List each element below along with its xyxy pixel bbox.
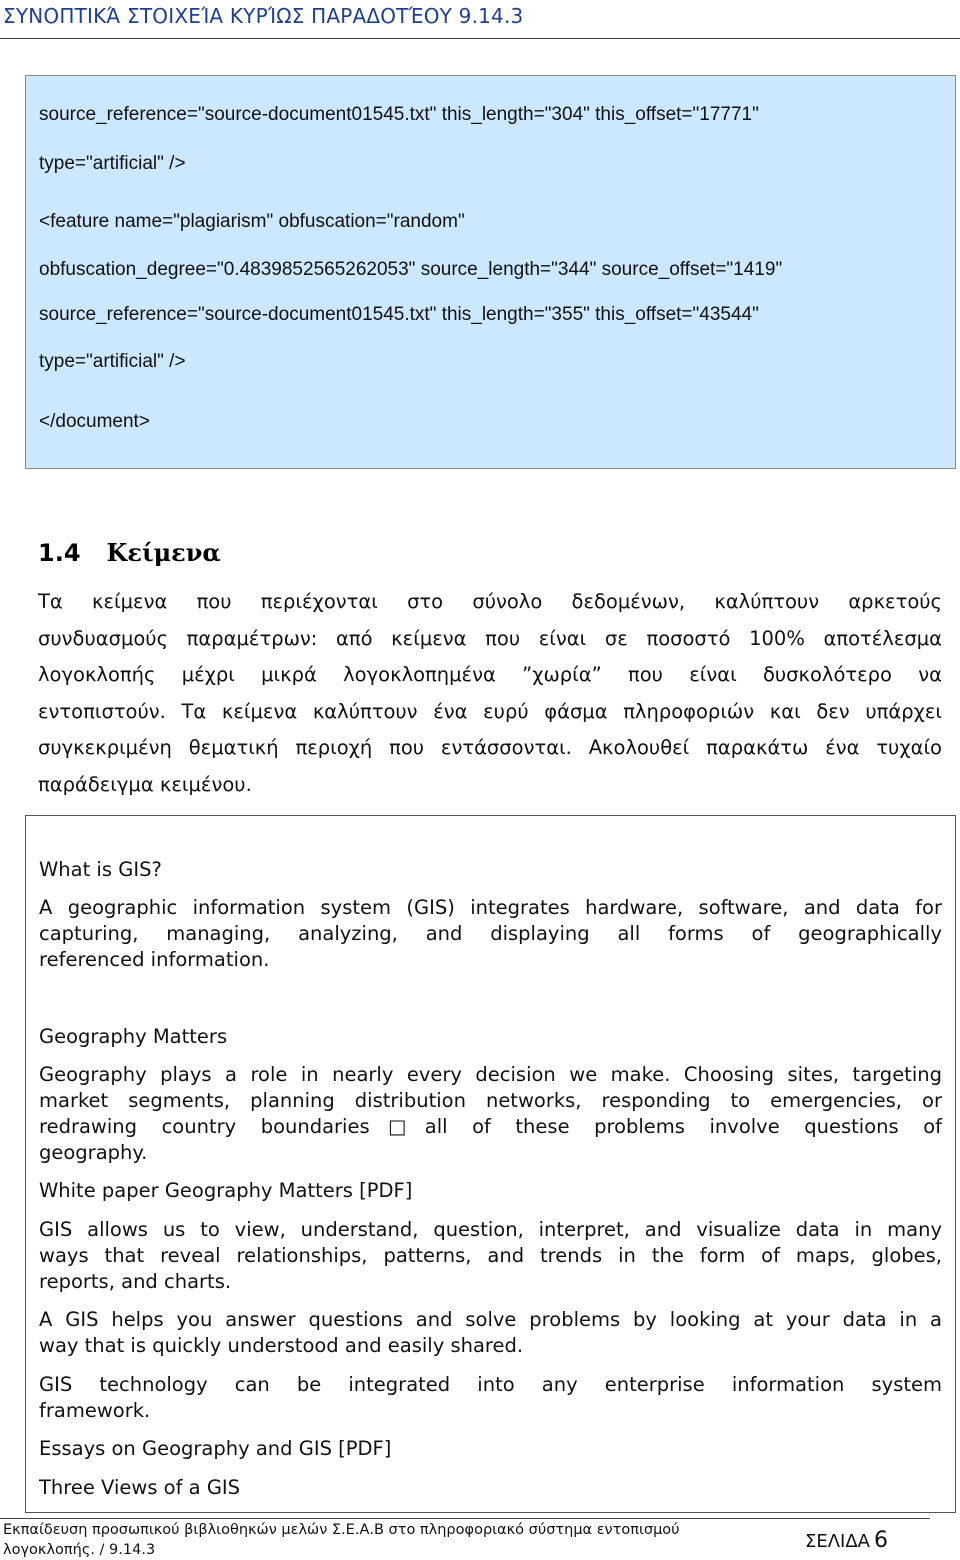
paragraph-line: GIS technology can be integrated into any enterprise information system: [39, 1373, 942, 1396]
code-line: obfuscation_degree="0.4839852565262053" source_length="344" source_offset="1419": [39, 259, 783, 280]
code-line: type="artificial" />: [39, 351, 186, 372]
paragraph-line: ways that reveal relationships, patterns, and trends in the form of maps, globes,: [39, 1244, 942, 1267]
footer-text: [3, 1520, 763, 1560]
paragraph-line: παράδειγμα κειμένου.: [38, 772, 252, 796]
paragraph-line: market segments, planning distribution networks, responding to emergencies, or: [39, 1089, 942, 1112]
code-line: type="artificial" />: [39, 153, 186, 174]
section-heading: [38, 538, 221, 567]
sample-heading: Geography Matters: [39, 1025, 228, 1048]
section-paragraph: [38, 590, 942, 809]
paragraph-line: A GIS helps you answer questions and solve problems by looking at your data in a: [39, 1308, 942, 1331]
sample-heading: What is GIS?: [39, 858, 162, 881]
code-line: <feature name="plagiarism" obfuscation="random": [39, 211, 465, 232]
xml-code-box: [25, 75, 956, 469]
paragraph-line: geography.: [39, 1141, 148, 1164]
sample-paragraph: [39, 1307, 942, 1359]
paragraph-line: capturing, managing, analyzing, and displaying all forms of geographically: [39, 922, 942, 945]
paragraph-line: συγκεκριμένη θεματική περιοχή που εντάσσονται. Ακολουθεί παρακάτω ένα τυχαίο: [38, 736, 942, 759]
code-line: </document>: [39, 411, 150, 432]
header-title: ΣΥΝΟΠΤΙΚΆ ΣΤΟΙΧΕΊΑ ΚΥΡΊΩΣ ΠΑΡΑΔΟΤΈΟΥ 9.14.3: [3, 4, 524, 28]
paragraph-line: εντοπιστούν. Τα κείμενα καλύπτουν ένα ευρύ φάσμα πληροφοριών και δεν υπάρχει: [38, 699, 942, 723]
page-number: [805, 1528, 888, 1553]
footer-rule: [0, 1518, 930, 1519]
paragraph-line: λογοκλοπής μέχρι μικρά λογοκλοπημένα ”χωρία” που είναι δυσκολότερο να: [38, 663, 942, 686]
paragraph-line: reports, and charts.: [39, 1270, 232, 1293]
page-label: ΣΕΛΙΔΑ: [805, 1531, 870, 1552]
page-header: [0, 0, 960, 40]
paragraph-line: συνδυασμούς παραμέτρων: από κείμενα που είναι σε ποσοστό 100% αποτέλεσμα: [38, 626, 942, 650]
sample-text-box: [25, 815, 956, 1513]
paragraph-line: framework.: [39, 1399, 151, 1422]
sample-paragraph: [39, 1062, 942, 1166]
paragraph-line: Τα κείμενα που περιέχονται στο σύνολο δεδομένων, καλύπτουν αρκετούς: [38, 590, 942, 613]
header-rule: [0, 38, 960, 39]
footer-line: Εκπαίδευση προσωπικού βιβλιοθηκών μελών Σ.Ε.Α.Β στο πληροφοριακό σύστημα εντοπισμού: [3, 1522, 680, 1538]
footer-line: λογοκλοπής. / 9.14.3: [3, 1542, 156, 1558]
paragraph-line: A geographic information system (GIS) integrates hardware, software, and data for: [39, 896, 942, 919]
code-line: source_reference="source-document01545.txt" this_length="304" this_offset="17771": [39, 104, 759, 125]
paragraph-line: referenced information.: [39, 948, 270, 971]
paragraph-line: way that is quickly understood and easily shared.: [39, 1334, 524, 1357]
paragraph-line: Geography plays a role in nearly every decision we make. Choosing sites, targeting: [39, 1063, 942, 1086]
section-title: Κείμενα: [106, 538, 221, 567]
section-number: 1.4: [38, 539, 81, 567]
essays-link[interactable]: Essays on Geography and GIS [PDF]: [39, 1437, 392, 1460]
code-line: source_reference="source-document01545.txt" this_length="355" this_offset="43544": [39, 304, 759, 325]
sample-paragraph: [39, 1372, 942, 1424]
three-views-link[interactable]: Three Views of a GIS: [39, 1476, 241, 1499]
page-number-value: 6: [874, 1528, 888, 1553]
sample-paragraph: [39, 895, 942, 973]
paragraph-line: redrawing country boundaries□all of these problems involve questions of: [39, 1115, 942, 1138]
paragraph-line: GIS allows us to view, understand, question, interpret, and visualize data in many: [39, 1218, 942, 1241]
sample-paragraph: [39, 1217, 942, 1295]
white-paper-link[interactable]: White paper Geography Matters [PDF]: [39, 1179, 413, 1202]
